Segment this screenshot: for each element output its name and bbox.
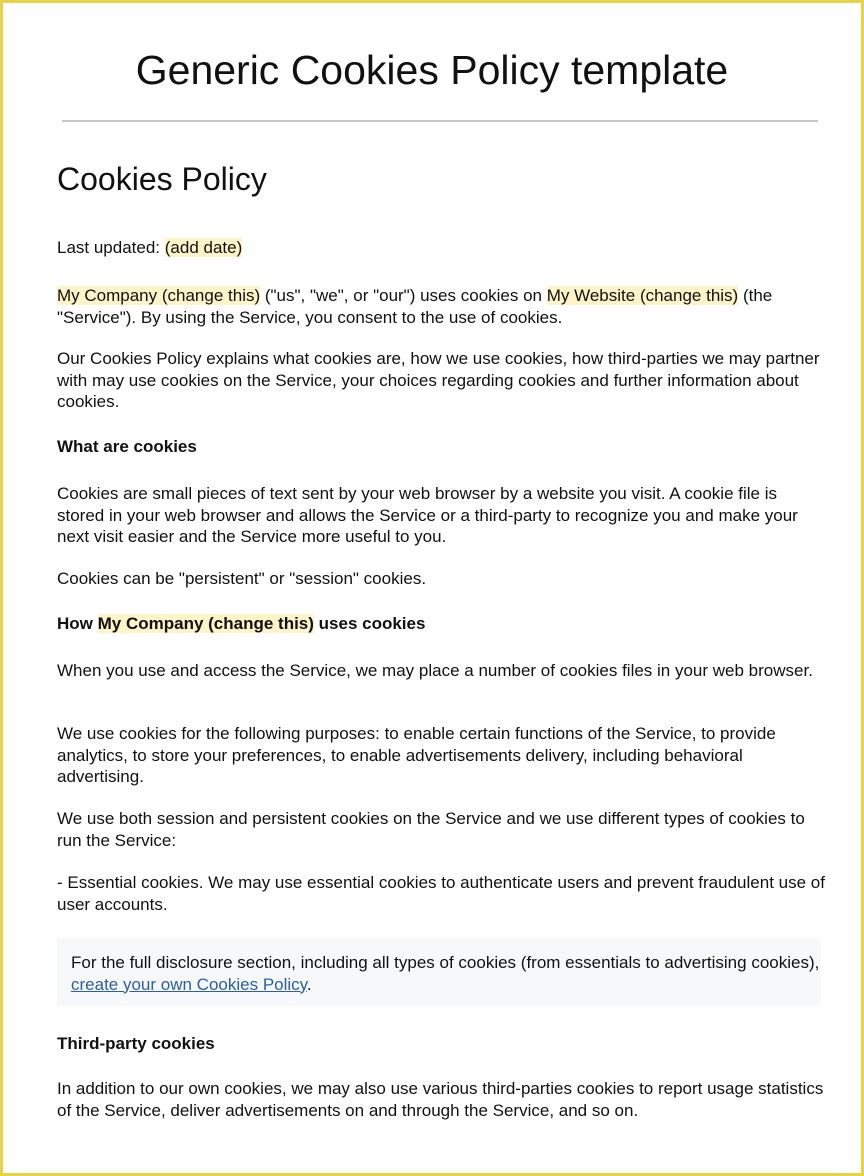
intro-text-2: (the "Service"). By using the Service, you consent to the use of cookies. [57, 286, 773, 327]
how-uses-paragraph-3: We use both session and persistent cookies on the Service and we use different types of cookies to run the Service: [57, 809, 805, 850]
intro-text-1: ("us", "we", or "our") uses cookies on [260, 286, 547, 305]
essential-cookies-paragraph: - Essential cookies. We may use essential cookies to authenticate users and prevent fraudulent use of user accounts. [57, 873, 825, 914]
overview-paragraph: Our Cookies Policy explains what cookies are, how we use cookies, how third-parties we may partner with may use cookies on the Service, your choices regarding cookies and further information about cookies. [57, 349, 820, 411]
how-uses-heading-suffix: uses cookies [313, 614, 426, 633]
cookie-types-paragraph: Cookies can be "persistent" or "session" cookies. [57, 569, 427, 588]
last-updated-line [57, 237, 827, 259]
callout-end: . [306, 974, 312, 994]
create-cookies-policy-link[interactable]: create your own Cookies Policy [71, 974, 307, 994]
third-party-heading: Third-party cookies [57, 1034, 215, 1053]
what-are-cookies-heading: What are cookies [57, 437, 197, 456]
title-divider [62, 120, 818, 122]
full-disclosure-callout [57, 938, 821, 1006]
document-title: Generic Cookies Policy template [135, 47, 729, 93]
website-placeholder: My Website (change this) [546, 286, 739, 305]
company-placeholder: My Company (change this) [57, 286, 261, 305]
what-are-cookies-paragraph: Cookies are small pieces of text sent by your web browser by a website you visit. A cookie file is stored in your web browser and allows the Service or a third-party to recognize you and make your next visit easier and the Service more useful to you. [57, 484, 798, 546]
last-updated-label: Last updated: [57, 238, 165, 257]
how-uses-heading-prefix: How [57, 614, 98, 633]
how-uses-company-placeholder: My Company (change this) [97, 614, 314, 633]
policy-heading: Cookies Policy [57, 161, 267, 197]
how-uses-paragraph-1: When you use and access the Service, we may place a number of cookies files in your web browser. [57, 661, 813, 680]
callout-text: For the full disclosure section, including all types of cookies (from essentials to advertising cookies), [71, 953, 820, 972]
intro-paragraph [57, 285, 827, 328]
how-uses-heading [57, 613, 827, 635]
date-placeholder: (add date) [164, 238, 243, 257]
third-party-paragraph: In addition to our own cookies, we may also use various third-parties cookies to report usage statistics of the Service, deliver advertisements on and through the Service, and so on. [57, 1079, 824, 1120]
how-uses-paragraph-2: We use cookies for the following purposes: to enable certain functions of the Service, to provide analytics, to store your preferences, to enable advertisements delivery, including behavioral advertising. [57, 724, 776, 786]
